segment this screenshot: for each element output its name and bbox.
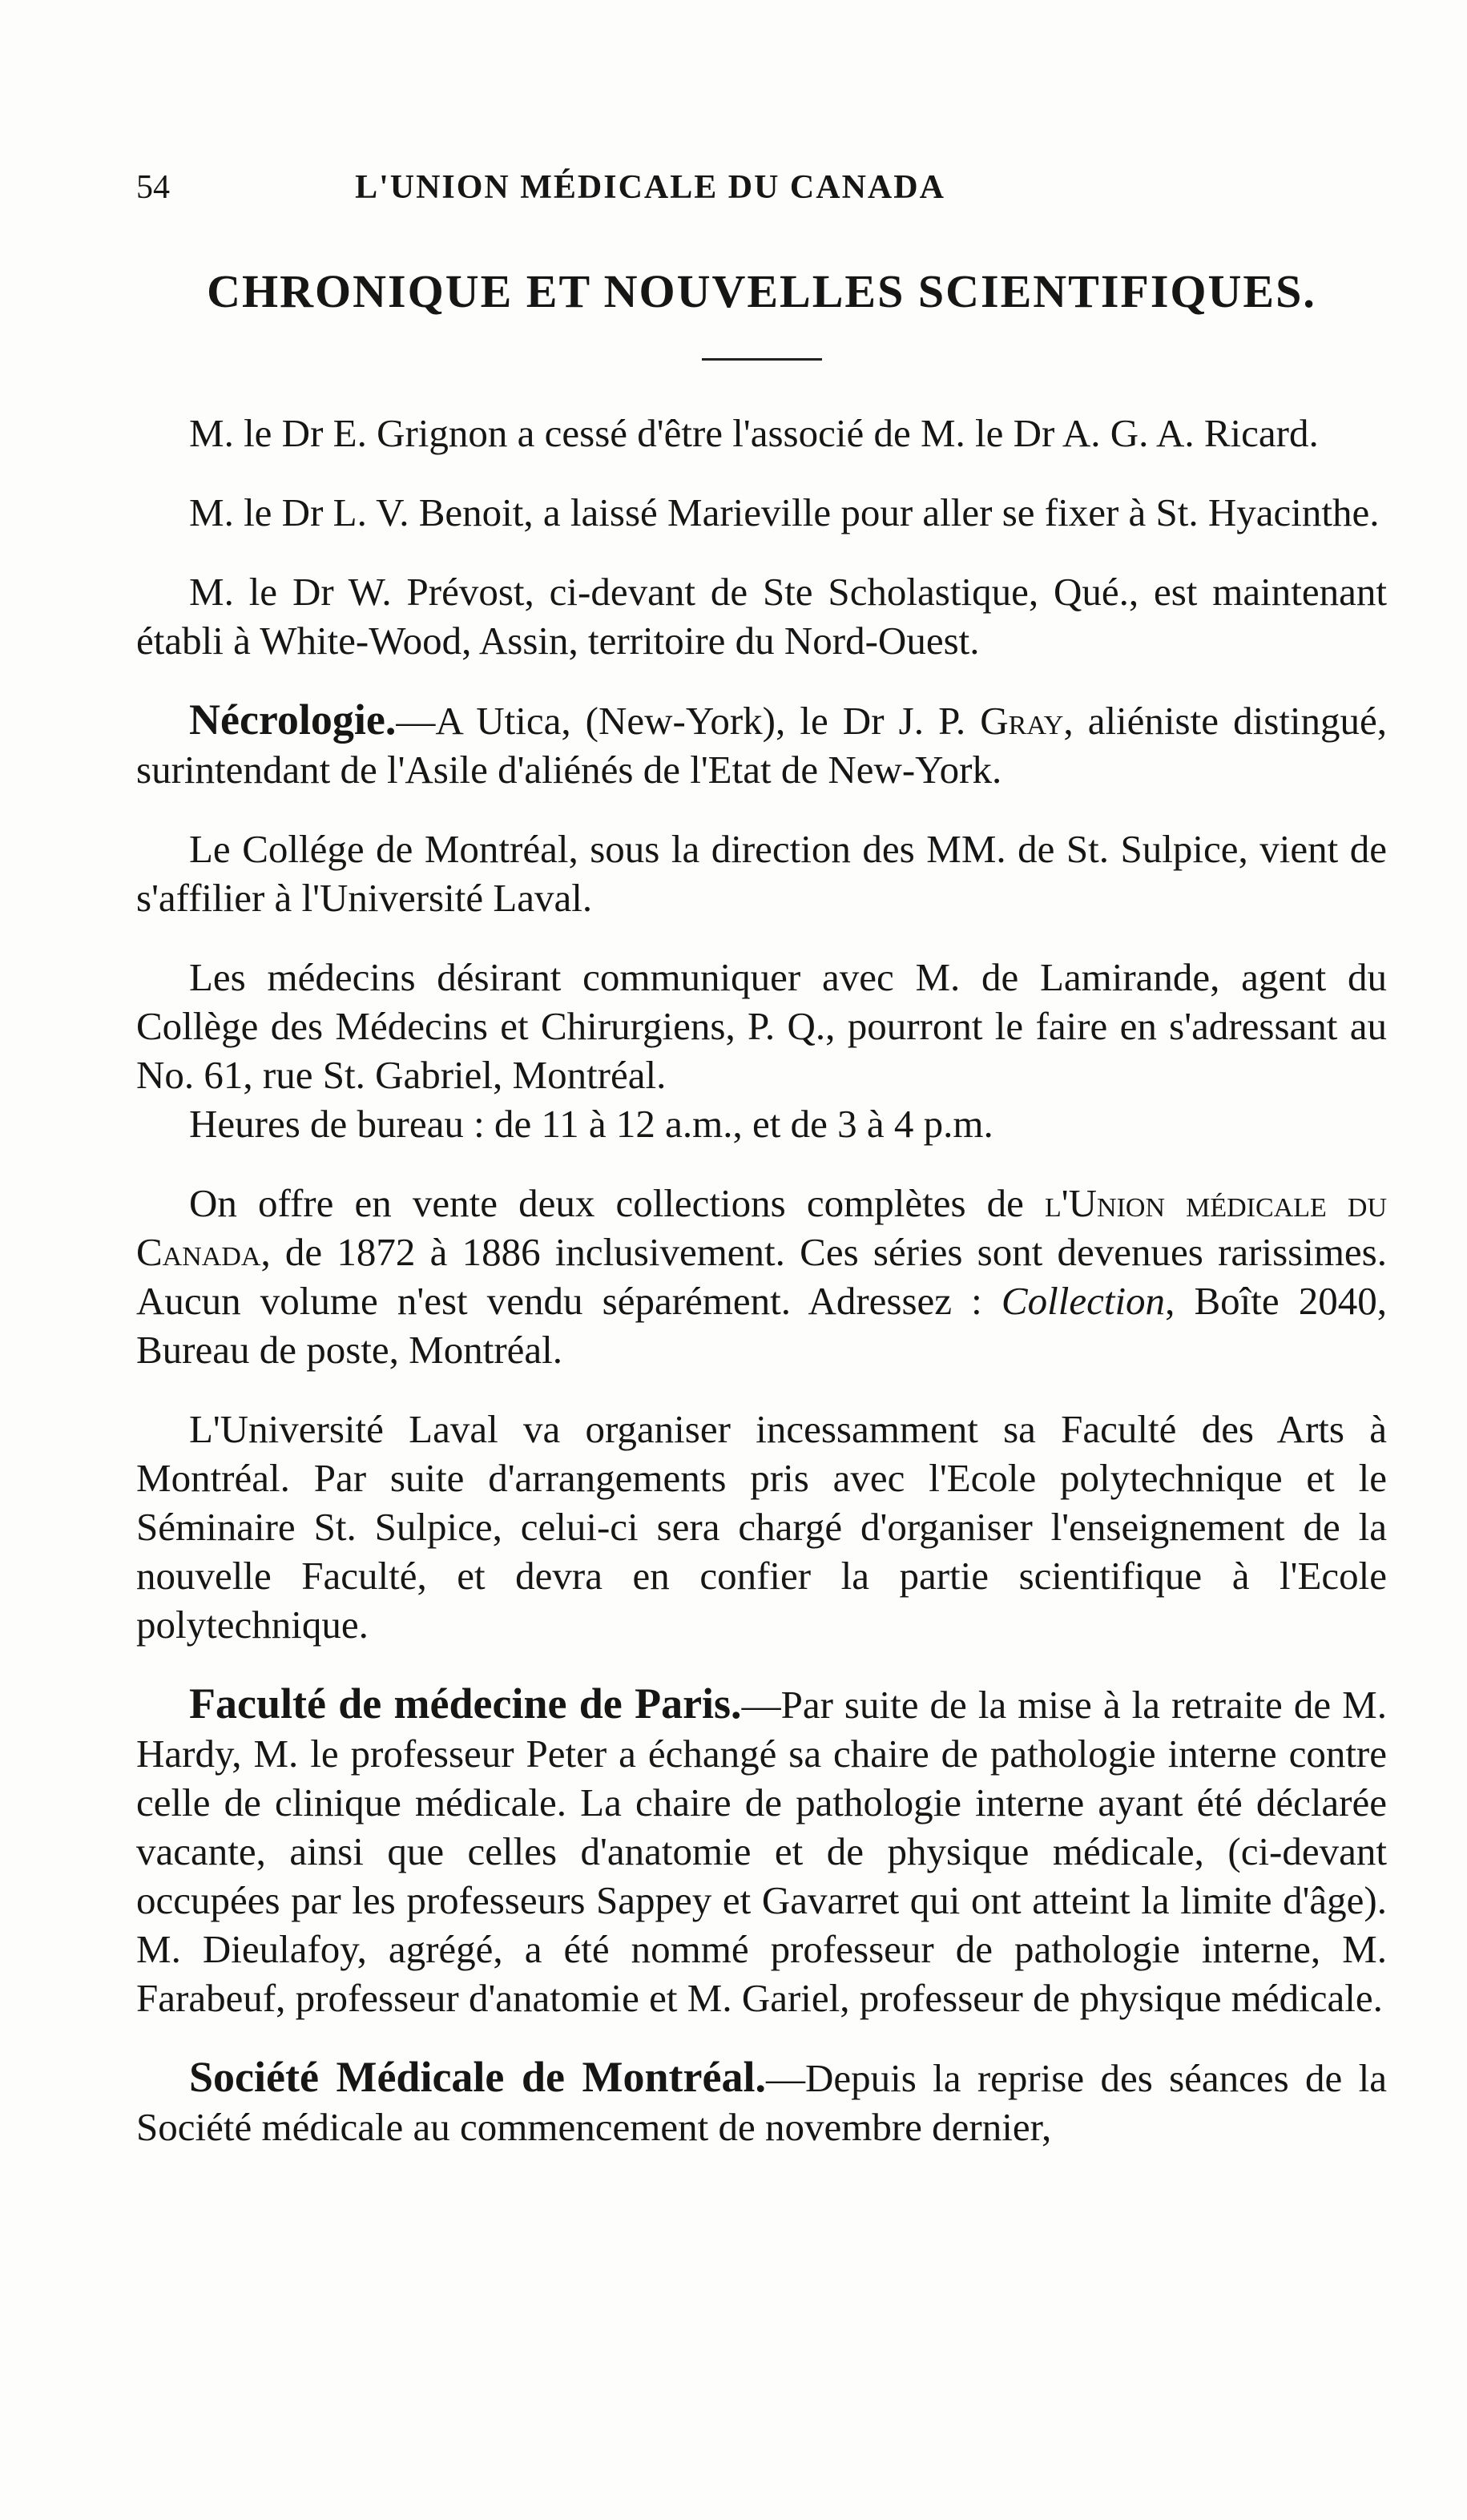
paragraph-text: Le Collége de Montréal, sous la direction des MM. de St. Sulpice, vient de s'affilier à l'Université Laval. xyxy=(136,827,1387,920)
paragraph-text: , de 1872 à 1886 inclusivement. Ces séries sont devenues rarissimes. Aucun volume n'est vendu séparément. Adressez : xyxy=(136,1230,1387,1323)
news-item-faculte-paris xyxy=(136,1679,1387,2022)
news-item-prevost xyxy=(136,567,1387,665)
paragraph-text: —Par suite de la mise à la retraite de M. Hardy, M. le professeur Peter a échangé sa chaire de pathologie interne contre celle de clinique médicale. La chaire de pathologie interne ayant été déclarée vacante, ainsi que celles d'anatomie et de physique médicale, (ci-devant occupées par les professeurs Sappey et Gavarret qui ont atteint la limite d'âge). M. Dieulafoy, agrégé, a été nommé professeur de pathologie interne, M. Farabeuf, professeur d'anatomie et M. Gariel, professeur de physique médicale. xyxy=(136,1683,1387,2020)
paragraph-text: Les médecins désirant communiquer avec M. de Lamirande, agent du Collège des Médecins et Chirurgiens, P. Q., pourront le faire en s'adressant au No. 61, rue St. Gabriel, Montréal. xyxy=(136,955,1387,1097)
journal-name-smallcaps: l'Union médicale du Canada xyxy=(136,1181,1388,1274)
paragraph-text: Heures de bureau : de 11 à 12 a.m., et de 3 à 4 p.m. xyxy=(189,1102,993,1146)
paragraph-text: M. le Dr L. V. Benoit, a laissé Marieville pour aller se fixer à St. Hyacinthe. xyxy=(189,490,1380,534)
news-item-benoit xyxy=(136,488,1387,537)
news-item-lamirande xyxy=(136,953,1387,1099)
paragraph-text: , aliéniste distingué, surintendant de l'Asile d'aliénés de l'Etat de New-York. xyxy=(136,699,1387,792)
paragraph-text: M. le Dr E. Grignon a cessé d'être l'associé de M. le Dr A. G. A. Ricard. xyxy=(189,411,1319,455)
paragraph-text: L'Université Laval va organiser incessamment sa Faculté des Arts à Montréal. Par suite d'arrangements pris avec l'Ecole polytechnique et le Séminaire St. Sulpice, celui-ci sera chargé d'organiser l'enseignement de la nouvelle Faculté, et devra en confier la partie scientifique à l'Ecole polytechnique. xyxy=(136,1407,1387,1647)
news-item-societe-medicale xyxy=(136,2053,1387,2151)
news-item-universite-laval xyxy=(136,1405,1387,1649)
running-head xyxy=(136,168,1387,216)
news-item-collections xyxy=(136,1179,1387,1374)
paragraph-text: —Depuis la reprise des séances de la Société médicale au commencement de novembre dernier, xyxy=(136,2056,1387,2149)
running-title: L'UNION MÉDICALE DU CANADA xyxy=(355,169,945,206)
paragraph-text: M. le Dr W. Prévost, ci-devant de Ste Scholastique, Qué., est maintenant établi à White-Wood, Assin, territoire du Nord-Ouest. xyxy=(136,570,1387,663)
paragraph-lead-heading: Société Médicale de Montréal. xyxy=(189,2053,766,2101)
news-item-grignon xyxy=(136,409,1387,458)
title-rule xyxy=(702,358,822,361)
person-name-smallcaps: Gray xyxy=(980,699,1064,743)
italic-word: Collection xyxy=(1001,1279,1166,1323)
paragraph-text: , Boîte 2040, Bureau de poste, Montréal. xyxy=(136,1279,1387,1372)
news-item-college-montreal xyxy=(136,825,1387,922)
news-item-necrologie xyxy=(136,696,1387,794)
page-number: 54 xyxy=(136,169,170,206)
section-title: CHRONIQUE ET NOUVELLES SCIENTIFIQUES. xyxy=(207,265,1316,317)
paragraph-lead-heading: Nécrologie. xyxy=(189,696,397,744)
paragraph-text: —A Utica, (New-York), le Dr J. P. xyxy=(396,699,981,743)
paragraph-text: On offre en vente deux collections complètes de xyxy=(189,1181,1046,1225)
paragraph-lead-heading: Faculté de médecine de Paris. xyxy=(189,1679,742,1728)
office-hours xyxy=(136,1099,1387,1148)
